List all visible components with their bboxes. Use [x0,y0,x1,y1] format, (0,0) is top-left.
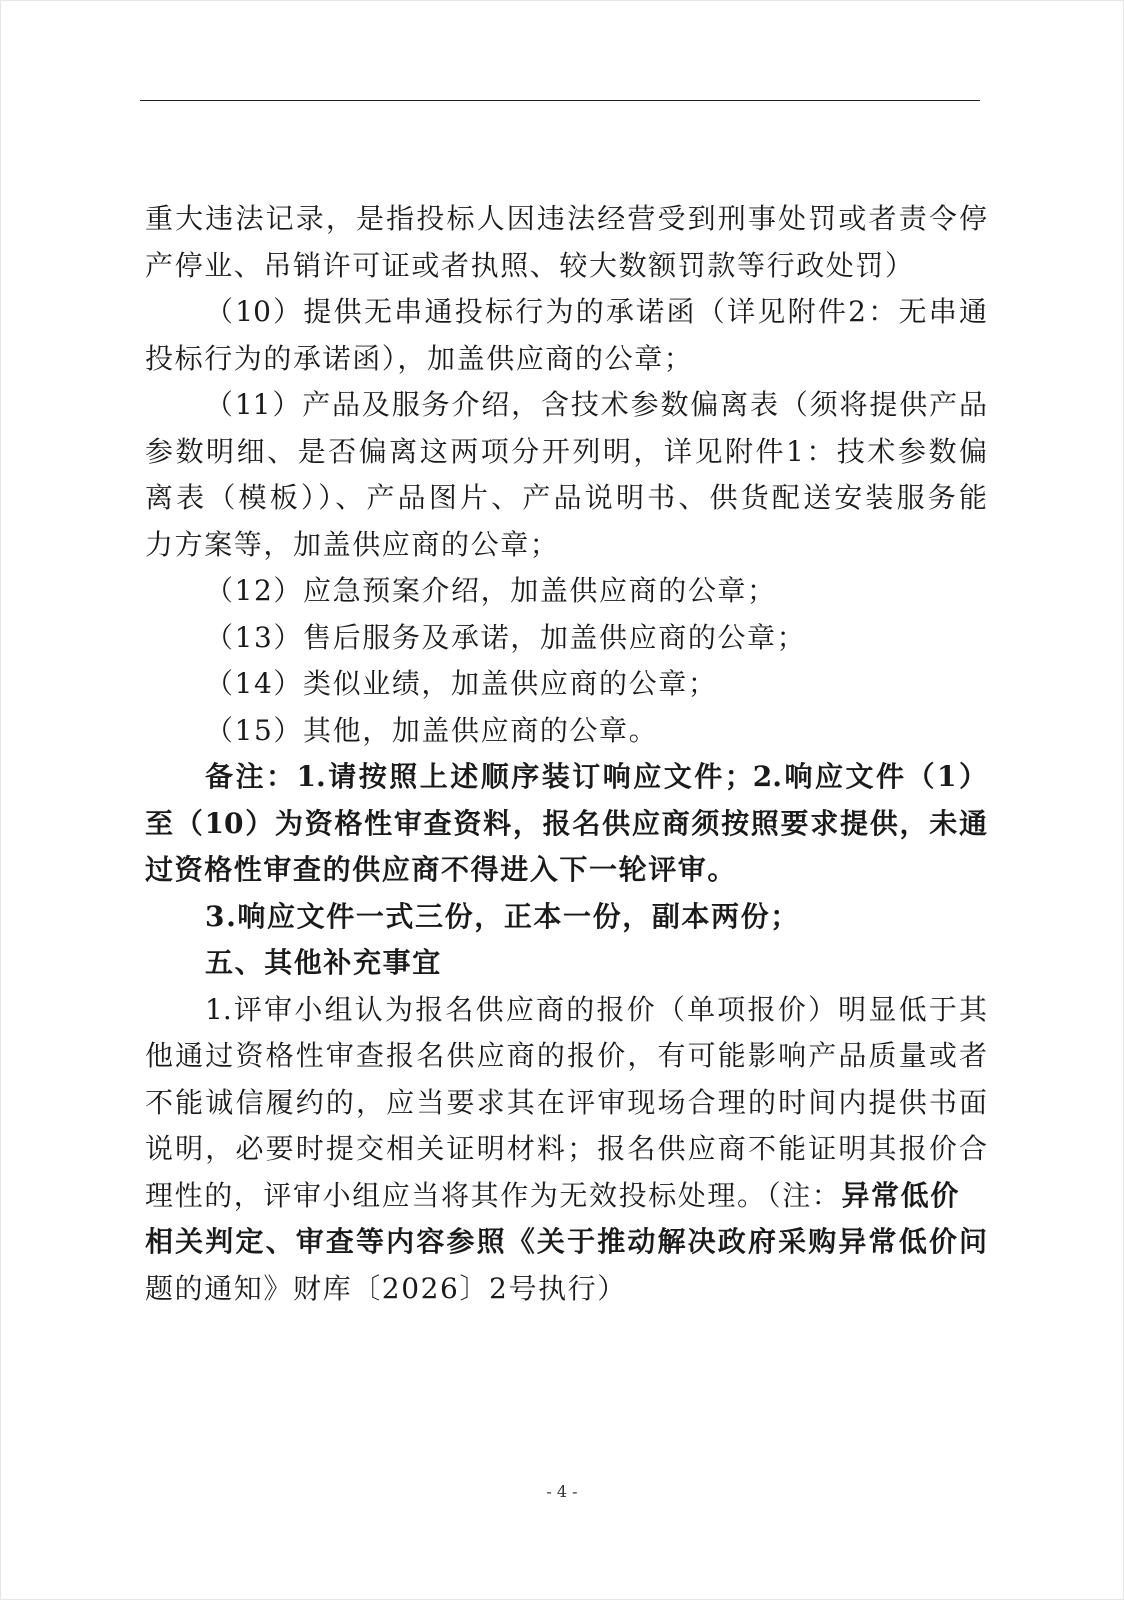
section-heading: 五、其他补充事宜 [205,946,442,979]
paragraph-line: 力方案等，加盖供应商的公章； [145,527,560,561]
paragraph-line: 重大违法记录，是指投标人因违法经营受到刑事处罚或者责令停 [145,202,987,235]
paragraph-line: 题的通知》财库〔2026〕2号执行） [145,1271,627,1305]
paragraph-line: 参数明细、是否偏离这两项分开列明，详见附件1：技术参数偏 [145,434,987,468]
paragraph-line: 相关判定、审查等内容参照《关于推动解决政府采购异常低价问 [145,1225,987,1258]
paragraph-line: （13）售后服务及承诺，加盖供应商的公章； [205,620,807,654]
note-line: 过资格性审查的供应商不得进入下一轮评审。 [145,853,738,886]
paragraph-line: 投标行为的承诺函），加盖供应商的公章； [145,341,694,375]
paragraph-line-text: 理性的，评审小组应当将其作为无效投标处理。（注： [145,1178,842,1212]
paragraph-line: （10）提供无串通投标行为的承诺函（详见附件2：无串通 [205,295,987,328]
paragraph-line: 他通过资格性审查报名供应商的报价，有可能影响产品质量或者 [145,1039,987,1072]
paragraph-line: （15）其他，加盖供应商的公章。 [205,713,659,747]
header-rule [140,100,980,101]
paragraph-line: 1.评审小组认为报名供应商的报价（单项报价）明显低于其 [205,992,987,1026]
paragraph-line: （12）应急预案介绍，加盖供应商的公章； [205,574,777,607]
paragraph-line: （11）产品及服务介绍，含技术参数偏离表（须将提供产品 [205,388,987,421]
paragraph-line [145,1173,987,1220]
paragraph-line: 说明，必要时提交相关证明材料；报名供应商不能证明其报价合 [145,1132,987,1165]
note-line: 备注：1.请按照上述顺序装订响应文件；2.响应文件（1） [205,760,987,793]
note-line: 至（10）为资格性审查资料，报名供应商须按照要求提供，未通 [145,806,987,840]
paragraph-line: 离表（模板））、产品图片、产品说明书、供货配送安装服务能 [145,481,987,514]
document-body [145,196,987,1312]
paragraph-line: （14）类似业绩，加盖供应商的公章； [205,667,718,700]
paragraph-line: 不能诚信履约的，应当要求其在评审现场合理的时间内提供书面 [145,1085,987,1119]
bold-emphasis: 异常低价 [841,1178,960,1212]
paragraph-line: 产停业、吊销许可证或者执照、较大数额罚款等行政处罚） [145,248,915,282]
note-line: 3.响应文件一式三份，正本一份，副本两份； [205,899,800,933]
page-number: - 4 - [546,1482,578,1501]
